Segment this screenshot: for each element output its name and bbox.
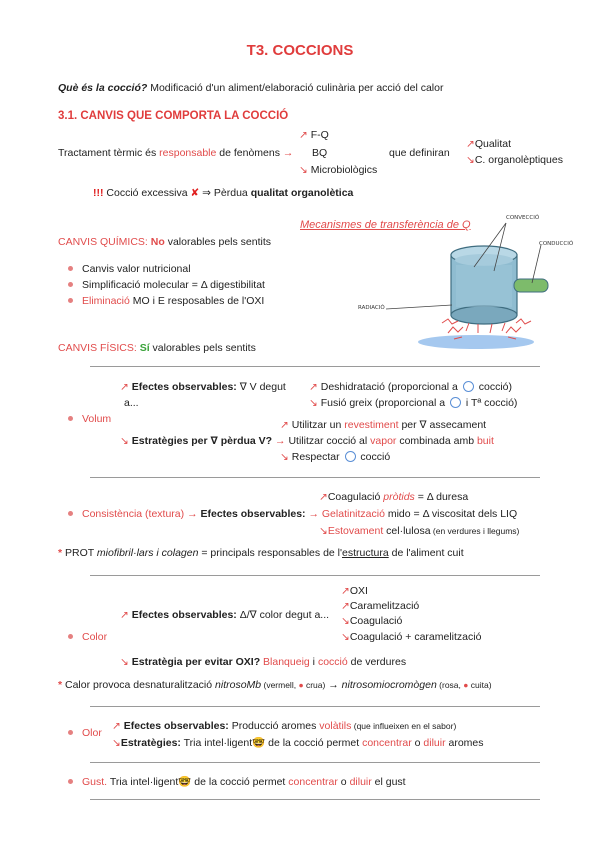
fisics-heading bbox=[58, 342, 256, 354]
st-text: combinada amb bbox=[396, 435, 477, 447]
arrow-up-right-icon: ↗ bbox=[341, 600, 350, 612]
cons-row bbox=[68, 508, 517, 520]
bullet-icon bbox=[68, 779, 73, 784]
intro-line bbox=[58, 82, 443, 94]
divider bbox=[90, 575, 540, 576]
phen-bq: BQ bbox=[312, 147, 328, 159]
arrow-down-right-icon: ↘ bbox=[112, 737, 121, 749]
cons-r3 bbox=[319, 525, 519, 537]
arrow-right-icon: → bbox=[325, 679, 342, 691]
st-text: de verdures bbox=[347, 656, 407, 668]
meat-icon: ● bbox=[298, 680, 304, 690]
res-text: = Δ duresa bbox=[414, 491, 469, 503]
note-small: (vermell, bbox=[261, 680, 299, 690]
olor-strategies bbox=[112, 736, 484, 749]
effects-label: Efectes observables: bbox=[200, 508, 306, 520]
arrow-down-right-icon: ↘ bbox=[341, 615, 350, 627]
effects-text: Δ/∇ color degut a... bbox=[236, 609, 330, 621]
arrow-up-right-icon: ↗ bbox=[466, 138, 475, 150]
st-key: diluir bbox=[423, 737, 446, 749]
divider bbox=[90, 477, 540, 478]
note-small: crua) bbox=[303, 680, 326, 690]
res-text: Fusió greix (proporcional a bbox=[320, 397, 446, 409]
arrow-up-right-icon: ↗ bbox=[112, 720, 121, 732]
st-key: revestiment bbox=[344, 419, 399, 431]
tractament-line bbox=[58, 147, 293, 159]
tractament-post: de fenòmens bbox=[216, 147, 283, 159]
arrow-right-icon: → bbox=[282, 147, 294, 159]
strategies-label: Estratègies: bbox=[120, 737, 181, 749]
tractament-key: responsable bbox=[159, 147, 217, 159]
volum-effects-cont: a... bbox=[124, 397, 139, 409]
prot-note bbox=[58, 547, 464, 559]
st-text: Tria intel·ligent bbox=[180, 737, 253, 749]
arrow-right-icon: → bbox=[308, 508, 319, 520]
warning-text: Cocció excessiva bbox=[103, 187, 191, 199]
st-key: vapor bbox=[370, 435, 397, 447]
olor-label-row bbox=[68, 727, 102, 739]
arrow-down-right-icon: ↘ bbox=[120, 656, 129, 668]
phen-label: F-Q bbox=[310, 129, 329, 141]
gust-text: Tria intel·ligent bbox=[107, 776, 179, 788]
color-res2 bbox=[341, 600, 419, 612]
item-text: Canvis valor nutricional bbox=[82, 263, 191, 275]
note-text: PROT bbox=[62, 547, 97, 559]
st-text: de la cocció permet bbox=[265, 737, 363, 749]
clock-icon bbox=[345, 451, 356, 462]
color-effects bbox=[120, 609, 329, 621]
arrow-down-right-icon: ↘ bbox=[319, 525, 328, 537]
intro-answer: Modificació d'un aliment/elaboració culinària per acció del calor bbox=[147, 82, 444, 94]
arrow-right-icon: → bbox=[187, 508, 198, 520]
color-strategy bbox=[120, 656, 406, 668]
bullet-icon bbox=[68, 282, 73, 287]
item-key: Eliminació bbox=[82, 295, 130, 307]
color-res3 bbox=[341, 615, 402, 627]
arrow-down-right-icon: ↘ bbox=[466, 154, 475, 166]
convection-label: CONVECCIÓ bbox=[506, 215, 540, 221]
res-organoleptiques bbox=[466, 154, 563, 166]
res-text: mido = Δ viscositat dels LIQ bbox=[384, 508, 518, 520]
st-text: Respectar bbox=[291, 451, 340, 463]
res-label: Qualitat bbox=[474, 138, 511, 150]
star-icon: * bbox=[58, 679, 63, 691]
note-italic: nitrosomiocromògen bbox=[341, 679, 437, 691]
thinking-face-icon: 🤓 bbox=[178, 776, 192, 788]
item-text: MO i E resposables de l'OXI bbox=[129, 295, 265, 307]
list-item bbox=[68, 279, 265, 291]
effects-key: volàtils bbox=[319, 720, 352, 732]
pot-graphic bbox=[418, 246, 548, 349]
radiation-label: RADIACIÓ bbox=[358, 305, 385, 311]
arrow-down-right-icon: ↘ bbox=[309, 397, 318, 409]
note-text: = principals responsables de l' bbox=[198, 547, 342, 559]
res-text: Coagulació bbox=[327, 491, 384, 503]
arrow-up-right-icon: ↗ bbox=[280, 419, 289, 431]
arrow-down-right-icon: ↘ bbox=[280, 451, 289, 463]
phen-micro bbox=[299, 164, 377, 176]
quimics-heading bbox=[58, 236, 271, 248]
gust-key: diluir bbox=[349, 776, 372, 788]
arrow-up-right-icon: ↗ bbox=[120, 609, 129, 621]
quimics-head: CANVIS QUÍMICS: bbox=[58, 236, 148, 248]
divider bbox=[90, 799, 540, 800]
warning-bold: qualitat organolètica bbox=[250, 187, 354, 199]
note-text: de l'aliment cuit bbox=[388, 547, 464, 559]
list-item bbox=[68, 263, 191, 275]
res-text: i Tª cocció) bbox=[462, 397, 518, 409]
res-key: Gelatinització bbox=[321, 508, 385, 520]
st-key: buit bbox=[476, 435, 494, 447]
arrow-up-right-icon: ↗ bbox=[341, 585, 350, 597]
effects-text: ∇ V degut bbox=[236, 381, 286, 393]
effects-small: (que influeixen en el sabor) bbox=[351, 721, 457, 731]
fisics-head: CANVIS FÍSICS: bbox=[58, 342, 137, 354]
section-heading: 3.1. CANVIS QUE COMPORTA LA COCCIÓ bbox=[58, 110, 289, 122]
res-text: cocció) bbox=[475, 381, 512, 393]
olor-label: Olor bbox=[82, 727, 102, 739]
quimics-tail: valorables pels sentits bbox=[164, 236, 272, 248]
res-text: Coagulació bbox=[349, 615, 403, 627]
cross-icon: ✘ bbox=[190, 187, 200, 199]
bullet-icon bbox=[68, 634, 73, 639]
note-small: cuita) bbox=[468, 680, 492, 690]
strategies-label: Estratègies per ∇ pèrdua V? bbox=[131, 435, 273, 447]
volum-label-row bbox=[68, 413, 111, 425]
tractament-pre: Tractament tèrmic és bbox=[58, 147, 160, 159]
list-item bbox=[68, 295, 264, 307]
res-key: pròtids bbox=[383, 491, 415, 503]
color-res4 bbox=[341, 631, 481, 643]
bullet-icon bbox=[68, 266, 73, 271]
arrow-down-right-icon: ↘ bbox=[120, 435, 129, 447]
cons-label2: (textura) bbox=[142, 508, 185, 520]
bullet-icon bbox=[68, 416, 73, 421]
gust-label: Gust. bbox=[82, 776, 108, 788]
st-text: o bbox=[411, 737, 424, 749]
warning-text2: ⇒ Pèrdua bbox=[199, 187, 251, 199]
phen-fq bbox=[299, 129, 329, 141]
effects-text: Producció aromes bbox=[228, 720, 320, 732]
page-title: T3. COCCIONS bbox=[246, 42, 354, 59]
res-key: Estovament bbox=[327, 525, 384, 537]
st-text: per ∇ assecament bbox=[398, 419, 487, 431]
color-res1 bbox=[341, 585, 368, 597]
volum-st3 bbox=[280, 451, 390, 463]
res-text: cel·lulosa bbox=[383, 525, 431, 537]
volum-strategies bbox=[120, 435, 494, 447]
olor-effects bbox=[112, 720, 456, 732]
calor-note bbox=[58, 679, 492, 691]
st-key: concentrar bbox=[362, 737, 412, 749]
warning-line bbox=[93, 187, 353, 199]
res-text: OXI bbox=[349, 585, 368, 597]
gust-text: el gust bbox=[371, 776, 406, 788]
cons-label: Consistència bbox=[82, 508, 143, 520]
thinking-face-icon: 🤓 bbox=[252, 737, 266, 749]
st-text: Utilitzar un bbox=[291, 419, 345, 431]
note-small: (rosa, bbox=[436, 680, 464, 690]
note-underline: estructura bbox=[342, 547, 389, 559]
bullet-icon bbox=[68, 298, 73, 303]
st-key: Blanqueig bbox=[263, 656, 310, 668]
arrow-up-right-icon: ↗ bbox=[299, 129, 308, 141]
bullet-icon bbox=[68, 730, 73, 735]
divider bbox=[90, 366, 540, 367]
conduction-label: CONDUCCIÓ bbox=[539, 241, 574, 247]
heat-transfer-diagram bbox=[356, 205, 576, 353]
divider bbox=[90, 762, 540, 763]
warning-icon: !!! bbox=[93, 187, 104, 199]
arrow-down-right-icon: ↘ bbox=[299, 164, 308, 176]
gust-key: concentrar bbox=[288, 776, 338, 788]
bullet-icon bbox=[68, 511, 73, 516]
strategies-label: Estratègia per evitar OXI? bbox=[131, 656, 261, 668]
color-label: Color bbox=[82, 631, 108, 643]
meat-icon: ● bbox=[463, 680, 469, 690]
effects-label: Efectes observables: bbox=[131, 609, 237, 621]
star-icon: * bbox=[58, 547, 63, 559]
item-text: Simplificació molecular = Δ digestibilitat bbox=[82, 279, 265, 291]
mecanismes-title: Mecanismes de transferència de Q bbox=[300, 219, 471, 231]
fisics-tail: valorables pels sentits bbox=[149, 342, 256, 354]
gust-text: o bbox=[337, 776, 350, 788]
effects-label: Efectes observables: bbox=[131, 381, 237, 393]
arrow-up-right-icon: ↗ bbox=[120, 381, 129, 393]
tractament-mid: que definiran bbox=[389, 147, 450, 159]
arrow-up-right-icon: ↗ bbox=[319, 491, 328, 503]
res-small: (en verdures i llegums) bbox=[430, 526, 520, 536]
st-text: cocció bbox=[357, 451, 391, 463]
fisics-si: Sí bbox=[139, 342, 150, 354]
effects-label: Efectes observables: bbox=[123, 720, 229, 732]
clock-icon bbox=[450, 397, 461, 408]
res-label: C. organolèptiques bbox=[474, 154, 563, 166]
res-text: Deshidratació (proporcional a bbox=[320, 381, 458, 393]
arrow-right-icon: → bbox=[275, 435, 286, 447]
volum-res1 bbox=[309, 381, 512, 393]
res-text: Coagulació + caramelització bbox=[349, 631, 482, 643]
divider bbox=[90, 706, 540, 707]
quimics-no: No bbox=[150, 236, 165, 248]
note-italic: nitrosoMb bbox=[215, 679, 262, 691]
st-text: Utilitzar cocció al bbox=[288, 435, 371, 447]
color-label-row bbox=[68, 631, 107, 643]
arrow-down-right-icon: ↘ bbox=[341, 631, 350, 643]
clock-icon bbox=[463, 381, 474, 392]
volum-label: Volum bbox=[82, 413, 112, 425]
cons-r1 bbox=[319, 491, 468, 503]
res-qualitat bbox=[466, 138, 511, 150]
volum-effects bbox=[120, 381, 286, 393]
gust-text: de la cocció permet bbox=[191, 776, 289, 788]
note-italic: miofibril·lars i colagen bbox=[96, 547, 199, 559]
st-text: i bbox=[309, 656, 318, 668]
st-text: aromes bbox=[445, 737, 484, 749]
intro-question: Què és la cocció? bbox=[58, 82, 148, 94]
res-text: Caramelització bbox=[349, 600, 420, 612]
phen-label: Microbiològics bbox=[310, 164, 378, 176]
note-text: Calor provoca desnaturalització bbox=[62, 679, 216, 691]
st-key: cocció bbox=[317, 656, 348, 668]
volum-st1 bbox=[280, 419, 486, 431]
volum-res2 bbox=[309, 397, 517, 409]
gust-row bbox=[68, 775, 406, 788]
arrow-up-right-icon: ↗ bbox=[309, 381, 318, 393]
